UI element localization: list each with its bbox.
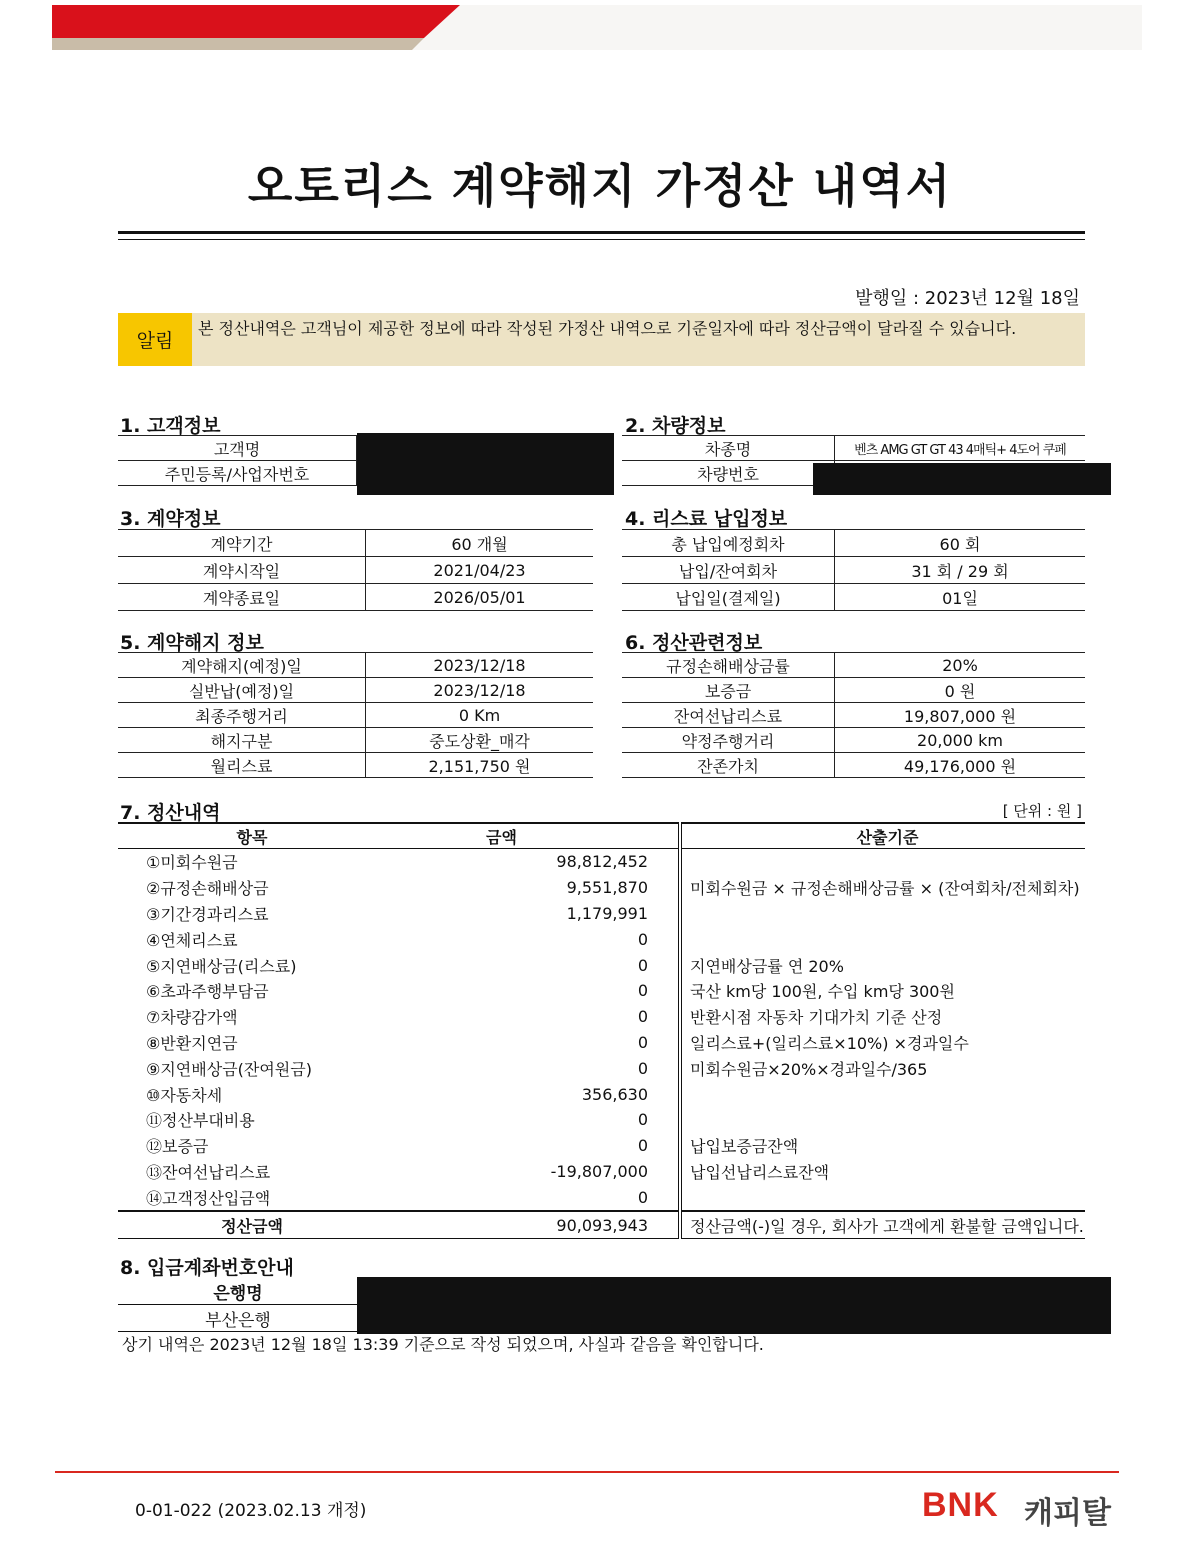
calc-basis	[680, 1184, 1085, 1211]
calc-basis	[680, 926, 1085, 952]
calc-amount: 0	[637, 1058, 648, 1078]
calc-basis: 국산 km당 100원, 수입 km당 300원	[680, 978, 1085, 1004]
confirmation-text: 상기 내역은 2023년 12월 18일 13:39 기준으로 작성 되었으며, 사실과 같음을 확인합니다.	[122, 1335, 764, 1354]
redacted-customer-info	[357, 433, 614, 495]
contract-row-label: 계약기간	[118, 530, 366, 557]
redacted-plate-number	[813, 463, 1111, 495]
termination-row-value: 2023/12/18	[366, 678, 594, 703]
termination-table	[118, 652, 593, 778]
calc-item: ②규정손해배상금	[146, 879, 269, 899]
title-divider-thin	[118, 239, 1085, 240]
footer-divider	[55, 1471, 1119, 1473]
notice-tag: 알림	[118, 313, 192, 366]
calc-item: ⑬잔여선납리스료	[146, 1162, 271, 1182]
section-payment-title: 4. 리스료 납입정보	[625, 508, 788, 530]
settlement-info-row-value: 20%	[835, 653, 1086, 678]
form-number: 0-01-022 (2023.02.13 개정)	[135, 1501, 367, 1521]
calc-amount: 0	[637, 981, 648, 1001]
calc-basis: 미회수원금×20%×경과일수/365	[680, 1055, 1085, 1081]
termination-row-value: 0 Km	[366, 703, 594, 728]
section-settlement-info-title: 6. 정산관련정보	[625, 632, 763, 654]
total-basis: 정산금액(-)일 경우, 회사가 고객에게 환불할 금액입니다.	[680, 1211, 1085, 1238]
settlement-table	[118, 822, 1085, 1239]
termination-row-value: 중도상환_매각	[366, 728, 594, 753]
calc-basis	[680, 1081, 1085, 1107]
payment-row-value: 01일	[835, 584, 1086, 611]
payment-row-label: 총 납입예정회차	[622, 530, 835, 557]
bnk-logo: BNK	[922, 1486, 999, 1524]
settlement-info-row-label: 잔여선납리스료	[622, 703, 835, 728]
calc-basis	[680, 1107, 1085, 1133]
payment-row-label: 납입일(결제일)	[622, 584, 835, 611]
calc-item: ⑧반환지연금	[146, 1033, 238, 1053]
total-amount: 90,093,943	[386, 1211, 680, 1238]
contract-row-value: 60 개월	[366, 530, 594, 557]
notice-box	[118, 313, 1085, 366]
settlement-info-row-value: 0 원	[835, 678, 1086, 703]
section-contract-title: 3. 계약정보	[120, 508, 221, 530]
calc-basis	[680, 849, 1085, 875]
calc-basis: 납입보증금잔액	[680, 1133, 1085, 1159]
settlement-info-row-label: 보증금	[622, 678, 835, 703]
calc-item: ⑥초과주행부담금	[146, 982, 269, 1002]
calc-basis: 미회수원금 × 규정손해배상금률 × (잔여회차/전체회차)	[680, 875, 1085, 901]
contract-table	[118, 529, 593, 611]
calc-item: ⑤지연배상금(리스료)	[146, 956, 297, 976]
title-divider	[118, 231, 1085, 234]
calc-amount: 356,630	[581, 1084, 648, 1104]
calc-item: ③기간경과리스료	[146, 904, 269, 924]
payment-row-value: 60 회	[835, 530, 1086, 557]
vehicle-plate-label: 차량번호	[622, 461, 835, 486]
section-vehicle-title: 2. 차량정보	[625, 415, 726, 437]
section-calc-title: 7. 정산내역	[120, 802, 221, 824]
calc-amount: 0	[637, 1187, 648, 1207]
page-title: 오토리스 계약해지 가정산 내역서	[247, 159, 953, 213]
bnk-logo-subtitle: 캐피탈	[1024, 1496, 1111, 1531]
termination-row-label: 실반납(예정)일	[118, 678, 366, 703]
section-termination-title: 5. 계약해지 정보	[120, 632, 264, 654]
termination-row-label: 계약해지(예정)일	[118, 653, 366, 678]
calc-item: ①미회수원금	[146, 853, 238, 873]
calc-item: ⑩자동차세	[146, 1085, 223, 1105]
notice-text: 본 정산내역은 고객님이 제공한 정보에 따라 작성된 가정산 내역으로 기준일자에 따라 정산금액이 달라질 수 있습니다.	[198, 319, 1017, 338]
calc-amount: 0	[637, 929, 648, 949]
calc-amount: 0	[637, 1032, 648, 1052]
vehicle-model-value: 벤츠 AMG GT GT 43 4매틱+ 4도어 쿠페	[835, 436, 1086, 461]
termination-row-label: 해지구분	[118, 728, 366, 753]
payment-table	[622, 529, 1085, 611]
settlement-info-row-value: 20,000 km	[835, 728, 1086, 753]
calc-amount: 0	[637, 1007, 648, 1027]
calc-amount: -19,807,000	[550, 1161, 648, 1181]
settlement-info-row-label: 약정주행거리	[622, 728, 835, 753]
calc-item: ④연체리스료	[146, 930, 238, 950]
calc-amount: 0	[637, 955, 648, 975]
contract-row-value: 2021/04/23	[366, 557, 594, 584]
calc-amount: 1,179,991	[566, 903, 648, 923]
col-header-item: 항목	[118, 823, 386, 849]
payment-row-label: 납입/잔여회차	[622, 557, 835, 584]
redacted-account-info	[357, 1277, 1111, 1334]
termination-row-value: 2023/12/18	[366, 653, 594, 678]
header-banner-graphic	[52, 5, 1142, 50]
calc-item: ⑪정산부대비용	[146, 1111, 255, 1131]
calc-amount: 0	[637, 1136, 648, 1156]
termination-row-value: 2,151,750 원	[366, 753, 594, 778]
col-header-basis: 산출기준	[680, 823, 1085, 849]
customer-id-label: 주민등록/사업자번호	[118, 461, 357, 486]
contract-row-label: 계약종료일	[118, 584, 366, 611]
calc-item: ⑫보증금	[146, 1137, 209, 1157]
calc-item: ⑦차량감가액	[146, 1008, 238, 1028]
vehicle-model-label: 차종명	[622, 436, 835, 461]
unit-label: [ 단위 : 원 ]	[1002, 802, 1082, 820]
bank-name: 부산은행	[118, 1305, 358, 1332]
calc-amount: 98,812,452	[556, 852, 648, 872]
calc-amount: 0	[637, 1110, 648, 1130]
calc-basis: 납입선납리스료잔액	[680, 1159, 1085, 1185]
settlement-info-row-label: 규정손해배상금률	[622, 653, 835, 678]
contract-row-label: 계약시작일	[118, 557, 366, 584]
settlement-info-row-label: 잔존가치	[622, 753, 835, 778]
termination-row-label: 최종주행거리	[118, 703, 366, 728]
calc-basis	[680, 901, 1085, 927]
customer-name-label: 고객명	[118, 436, 357, 461]
calc-basis: 지연배상금률 연 20%	[680, 952, 1085, 978]
bank-header: 은행명	[118, 1278, 358, 1305]
termination-row-label: 월리스료	[118, 753, 366, 778]
settlement-info-table	[622, 652, 1085, 778]
payment-row-value: 31 회 / 29 회	[835, 557, 1086, 584]
section-customer-title: 1. 고객정보	[120, 415, 221, 437]
contract-row-value: 2026/05/01	[366, 584, 594, 611]
bank-table	[118, 1278, 358, 1332]
col-header-amount: 금액	[386, 823, 680, 849]
calc-amount: 9,551,870	[566, 878, 648, 898]
settlement-info-row-value: 19,807,000 원	[835, 703, 1086, 728]
calc-basis: 반환시점 자동차 기대가치 기준 산정	[680, 1004, 1085, 1030]
settlement-info-row-value: 49,176,000 원	[835, 753, 1086, 778]
total-label: 정산금액	[118, 1211, 386, 1238]
calc-basis: 일리스료+(일리스료×10%) ×경과일수	[680, 1030, 1085, 1056]
calc-item: ⑭고객정산입금액	[146, 1188, 271, 1208]
section-bank-title: 8. 입금계좌번호안내	[120, 1257, 294, 1279]
issue-date: 발행일 : 2023년 12월 18일	[855, 288, 1080, 309]
calc-item: ⑨지연배상금(잔여원금)	[146, 1059, 312, 1079]
